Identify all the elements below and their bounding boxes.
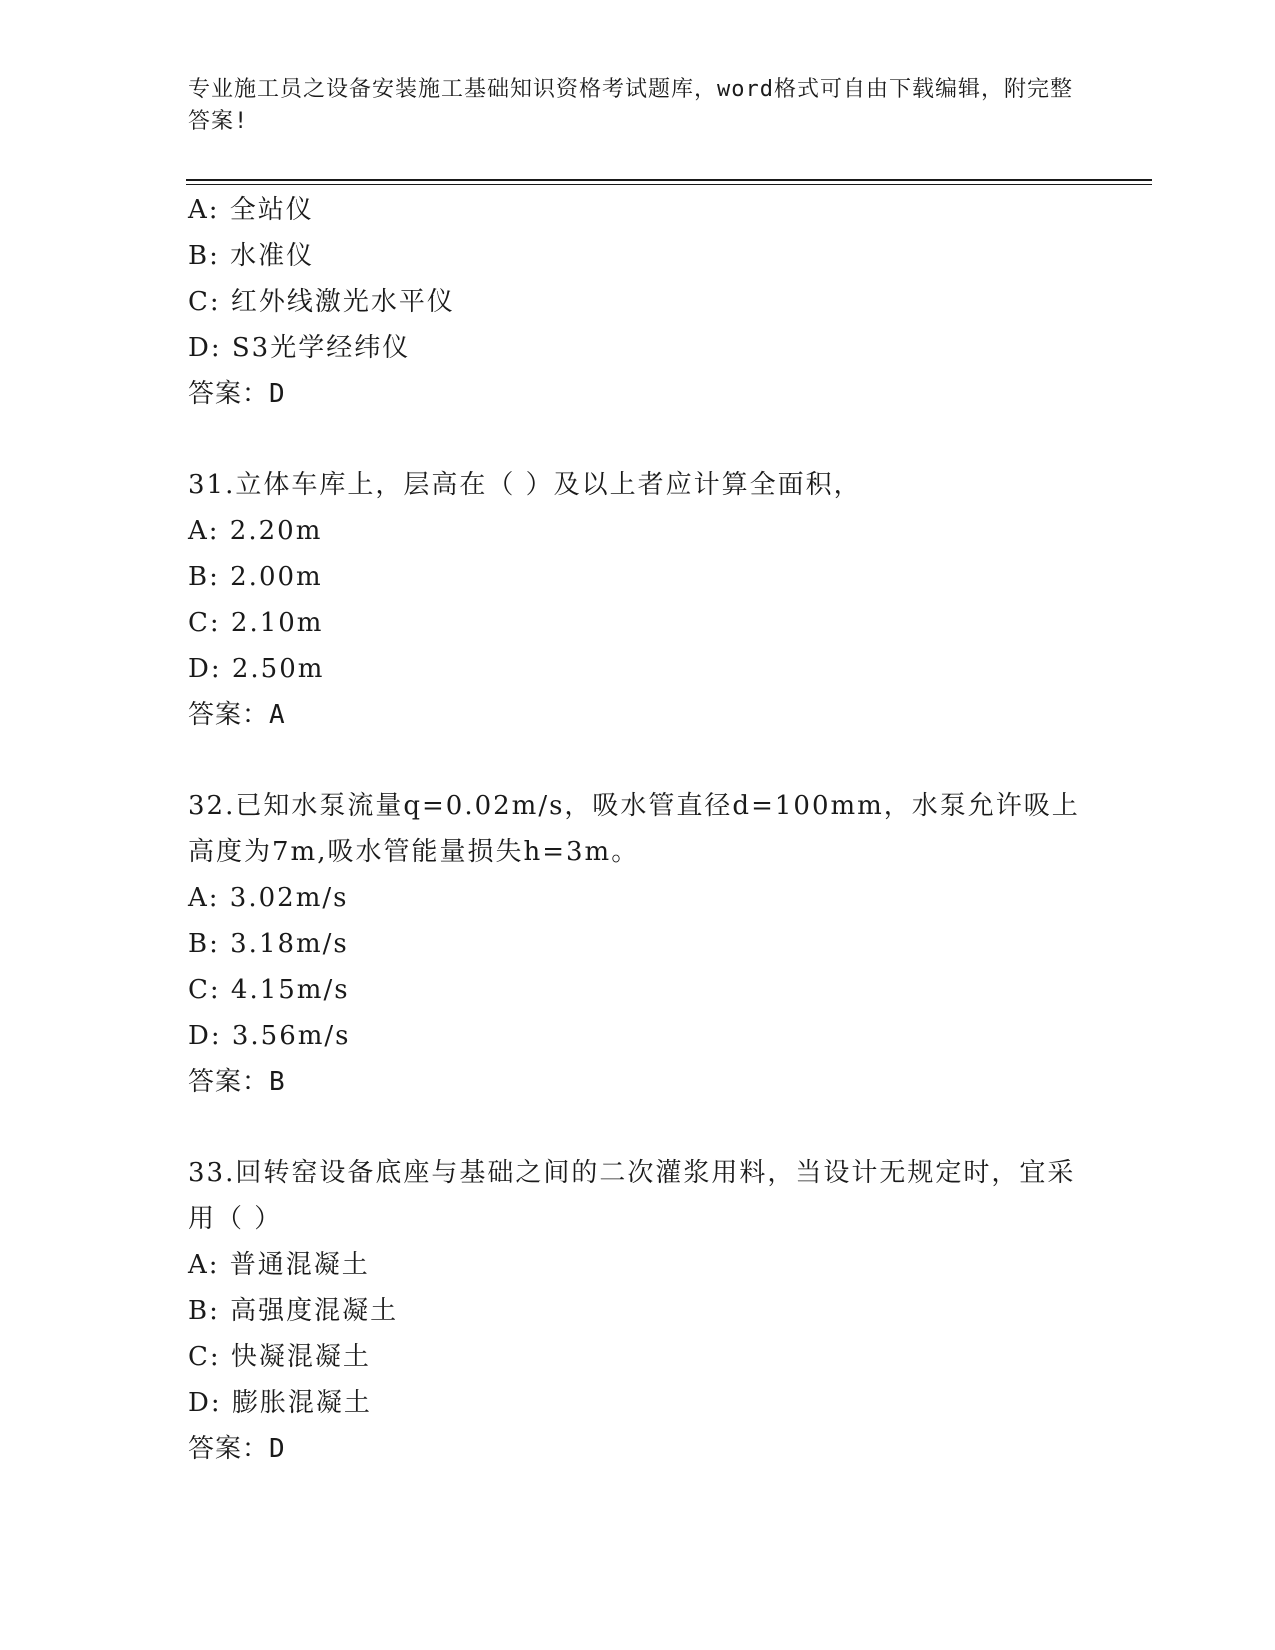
- question-block: [188, 1150, 1088, 1472]
- option-b: B: 水准仪: [188, 241, 315, 271]
- answer: 答案：B: [188, 1067, 286, 1097]
- option-d: D: 2.50m: [188, 654, 325, 684]
- document-header: 专业施工员之设备安装施工基础知识资格考试题库，word格式可自由下载编辑，附完整答案!: [188, 77, 1073, 134]
- option-d: D: 3.56m/s: [188, 1021, 351, 1051]
- option-a: A: 2.20m: [188, 516, 323, 546]
- question-block: [188, 462, 1088, 738]
- question-text: 32.已知水泵流量q=0.02m/s，吸水管直径d=100mm，水泵允许吸上高度为7m,吸水管能量损失h=3m。: [188, 791, 1080, 867]
- question-list: [188, 187, 1088, 1472]
- option-a: A: 3.02m/s: [188, 883, 349, 913]
- option-b: B: 高强度混凝土: [188, 1296, 399, 1326]
- option-d: D: 膨胀混凝土: [188, 1388, 372, 1418]
- option-c: C: 红外线激光水平仪: [188, 287, 455, 317]
- header-divider-thin: [186, 184, 1152, 185]
- option-d: D: S3光学经纬仪: [188, 333, 411, 363]
- option-c: C: 2.10m: [188, 608, 324, 638]
- question-text: 33.回转窑设备底座与基础之间的二次灌浆用料，当设计无规定时，宜采用（ ）: [188, 1158, 1076, 1234]
- question-text: 31.立体车库上，层高在（ ）及以上者应计算全面积，: [188, 470, 862, 500]
- answer: 答案：D: [188, 379, 286, 409]
- option-c: C: 4.15m/s: [188, 975, 350, 1005]
- question-block: [188, 783, 1088, 1105]
- header-divider: [186, 179, 1152, 181]
- option-a: A: 全站仪: [188, 195, 314, 225]
- option-b: B: 2.00m: [188, 562, 323, 592]
- option-a: A: 普通混凝土: [188, 1250, 370, 1280]
- question-block: [188, 187, 1088, 417]
- option-c: C: 快凝混凝土: [188, 1342, 371, 1372]
- answer: 答案：D: [188, 1434, 286, 1464]
- option-b: B: 3.18m/s: [188, 929, 349, 959]
- answer: 答案：A: [188, 700, 286, 730]
